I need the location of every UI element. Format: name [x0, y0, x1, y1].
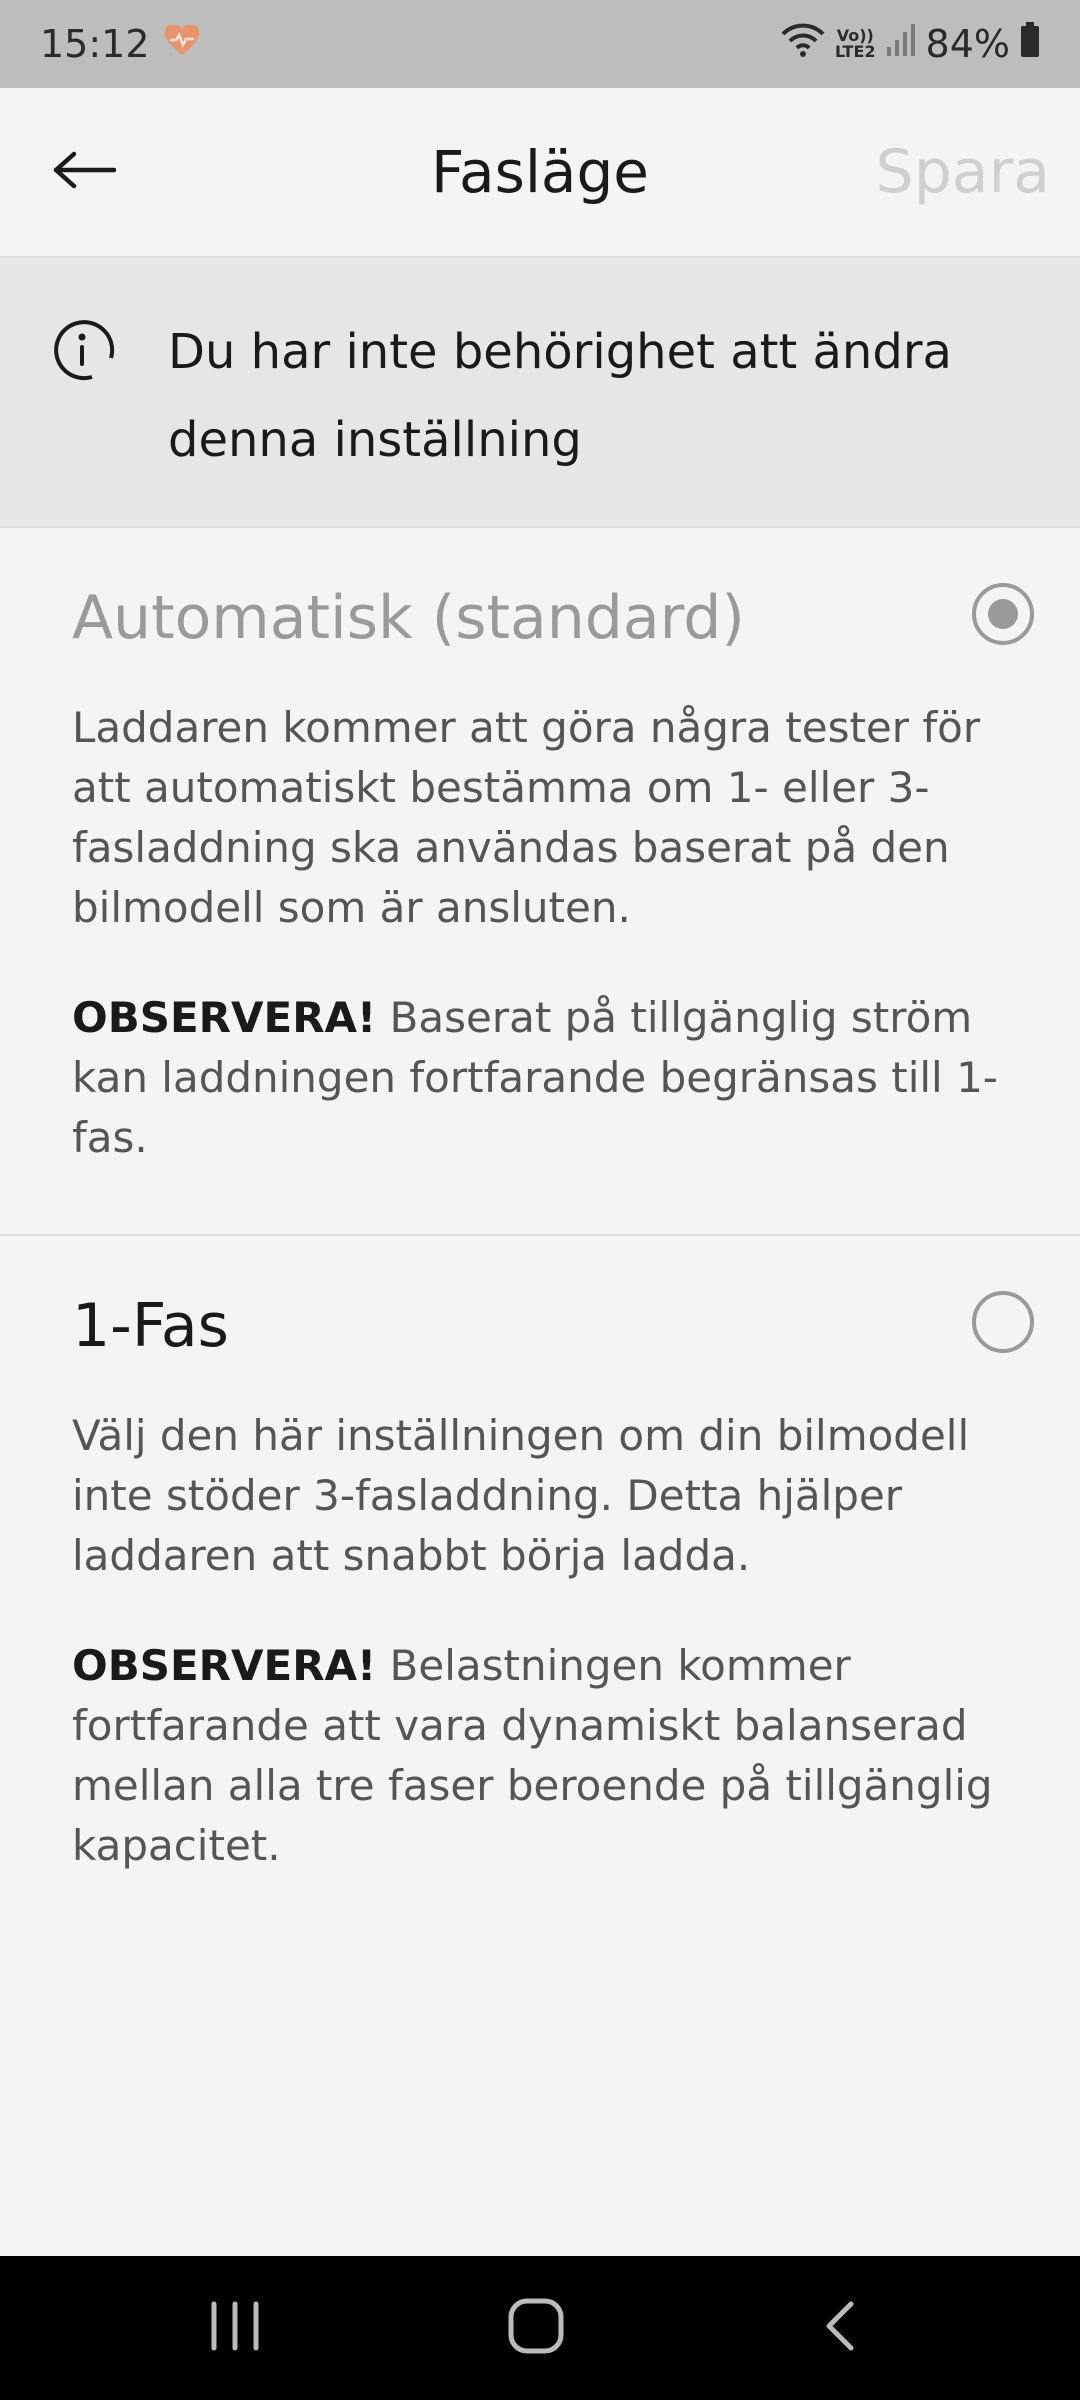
option-single-phase[interactable] — [0, 1236, 1080, 1936]
radio-single-phase[interactable] — [972, 1291, 1034, 1353]
system-back-button[interactable] — [770, 2276, 910, 2380]
option-note — [72, 1636, 1032, 1876]
battery-percent: 84% — [925, 22, 1010, 66]
arrow-left-icon — [52, 150, 116, 194]
lte-indicator: Vo)) LTE2 — [835, 26, 876, 61]
signal-icon — [886, 22, 916, 66]
wifi-icon — [781, 22, 825, 67]
home-button[interactable] — [466, 2276, 606, 2380]
status-bar-right — [781, 22, 1040, 67]
system-nav-bar — [0, 2256, 1080, 2400]
radio-selected-dot — [988, 599, 1018, 629]
home-icon — [507, 2297, 565, 2359]
info-icon — [52, 318, 116, 382]
option-description: Välj den här inställningen om din bilmodell inte stöder 3-fasladdning. Detta hjälper laddaren att snabbt börja ladda. — [72, 1411, 970, 1580]
status-bar-left — [40, 22, 200, 66]
info-banner-text: Du har inte behörighet att ändra denna inställning — [168, 324, 952, 468]
note-label: OBSERVERA! — [72, 993, 377, 1042]
option-title: 1-Fas — [72, 1291, 229, 1361]
note-label: OBSERVERA! — [72, 1641, 377, 1690]
permission-info-banner — [0, 258, 1080, 528]
back-button[interactable] — [40, 132, 128, 212]
option-note — [72, 988, 1032, 1168]
save-button[interactable]: Spara — [876, 132, 1050, 212]
recent-apps-icon — [208, 2301, 262, 2355]
radio-automatic[interactable] — [972, 583, 1034, 645]
note-text: Baserat på tillgänglig ström kan laddningen fortfarande begränsas till 1-fas. — [72, 993, 998, 1162]
status-bar — [0, 0, 1080, 88]
option-title: Automatisk (standard) — [72, 583, 745, 653]
option-description: Laddaren kommer att göra några tester för att automatiskt bestämma om 1- eller 3-fasladdning ska användas baserat på den bilmodell som är ansluten. — [72, 703, 981, 932]
option-automatic[interactable] — [0, 528, 1080, 1236]
page-title: Fasläge — [431, 138, 649, 206]
battery-icon — [1020, 22, 1040, 67]
status-time: 15:12 — [40, 22, 150, 66]
note-text: Belastningen kommer fortfarande att vara dynamiskt balanserad mellan alla tre faser beroende på tillgänglig kapacitet. — [72, 1641, 993, 1870]
recent-apps-button[interactable] — [165, 2276, 305, 2380]
app-bar — [0, 88, 1080, 258]
chevron-left-icon — [823, 2300, 857, 2356]
heart-icon — [164, 22, 200, 66]
